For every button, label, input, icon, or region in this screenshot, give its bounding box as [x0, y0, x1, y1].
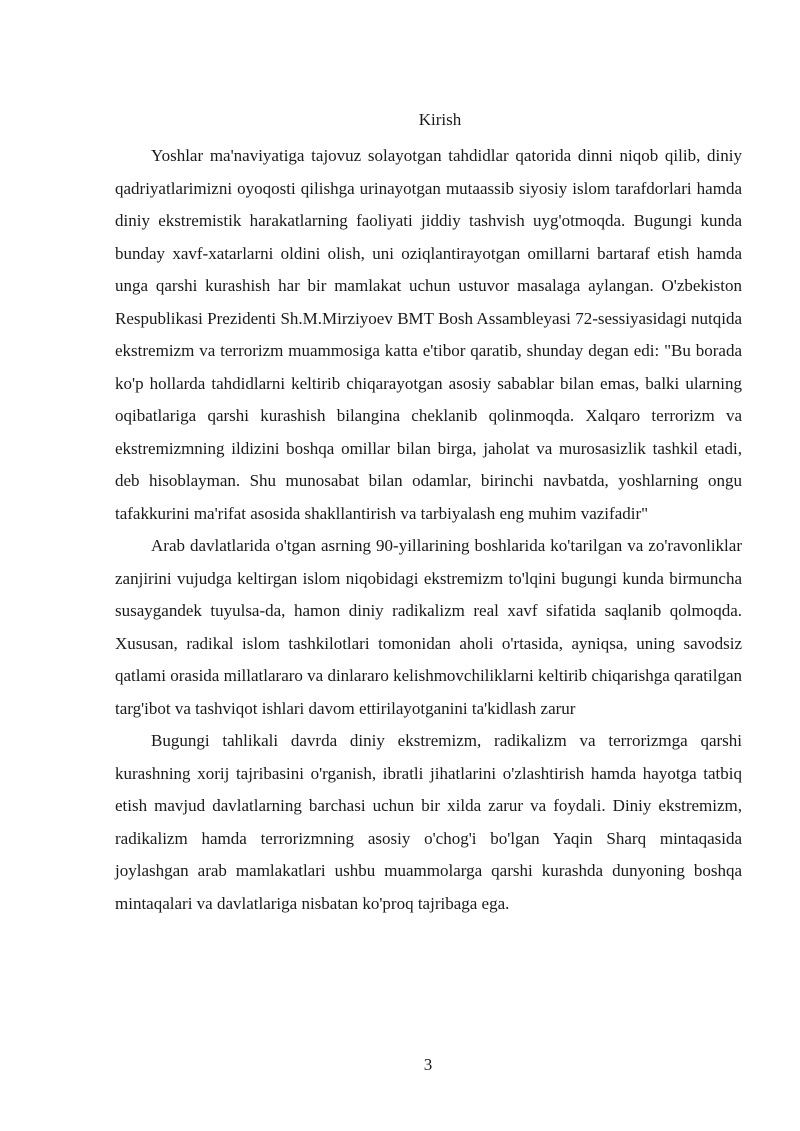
paragraph-2: Arab davlatlarida o'tgan asrning 90-yillarining boshlarida ko'tarilgan va zo'ravonliklar zanjirini vujudga keltirgan islom niqobidagi ekstremizm to'lqini bugungi kunda birmuncha susaygandek tuyulsa-da, hamon diniy radikalizm real xavf sifatida saqlanib qolmoqda. Xususan, radikal islom tashkilotlari tomonidan aholi o'rtasida, ayniqsa, uning savodsiz qatlami orasida millatlararo va dinlararo kelishmovchiliklarni keltirib chiqarishga qaratilgan targ'ibot va tashviqot ishlari davom ettirilayotganini ta'kidlash zarur — [115, 536, 742, 718]
body-text — [115, 140, 742, 920]
section-heading: Kirish — [418, 110, 462, 129]
paragraph-3: Bugungi tahlikali davrda diniy ekstremizm, radikalizm va terrorizmga qarshi kurashning xorij tajribasini o'rganish, ibratli jihatlarini o'zlashtirish hamda hayotga tatbiq etish mavjud davlatlarning barchasi uchun bir xilda zarur va foydali. Diniy ekstremizm, radikalizm hamda terrorizmning asosiy o'chog'i bo'lgan Yaqin Sharq mintaqasida joylashgan arab mamlakatlari ushbu muammolarga qarshi kurashda dunyoning boshqa mintaqalari va davlatlariga nisbatan ko'proq tajribaga ega. — [115, 731, 742, 913]
paragraph-1: Yoshlar ma'naviyatiga tajovuz solayotgan tahdidlar qatorida dinni niqob qilib, diniy qadriyatlarimizni oyoqosti qilishga urinayotgan mutaassib siyosiy islom tarafdorlari hamda diniy ekstremistik harakatlarning faoliyati jiddiy tashvish uyg'otmoqda. Bugungi kunda bunday xavf-xatarlarni oldini olish, uni oziqlantirayotgan omillarni bartaraf etish hamda unga qarshi kurashish har bir mamlakat uchun ustuvor masalaga aylangan. O'zbekiston Respublikasi Prezidenti Sh.M.Mirziyoev BMT Bosh Assambleyasi 72-sessiyasidagi nutqida ekstremizm va terrorizm muammosiga katta e'tibor qaratib, shunday degan edi: "Bu borada ko'p hollarda tahdidlarni keltirib chiqarayotgan asosiy sabablar bilan emas, balki ularning oqibatlariga qarshi kurashish bilangina cheklanib qolinmoqda. Xalqaro terrorizm va ekstremizmning ildizini boshqa omillar bilan birga, jaholat va murosasizlik tashkil etadi, deb hisoblayman. Shu munosabat bilan odamlar, birinchi navbatda, yoshlarning ongu tafakkurini ma'rifat asosida shakllantirish va tarbiyalash eng muhim vazifadir" — [115, 146, 742, 523]
page-number: 3 — [423, 1055, 433, 1074]
